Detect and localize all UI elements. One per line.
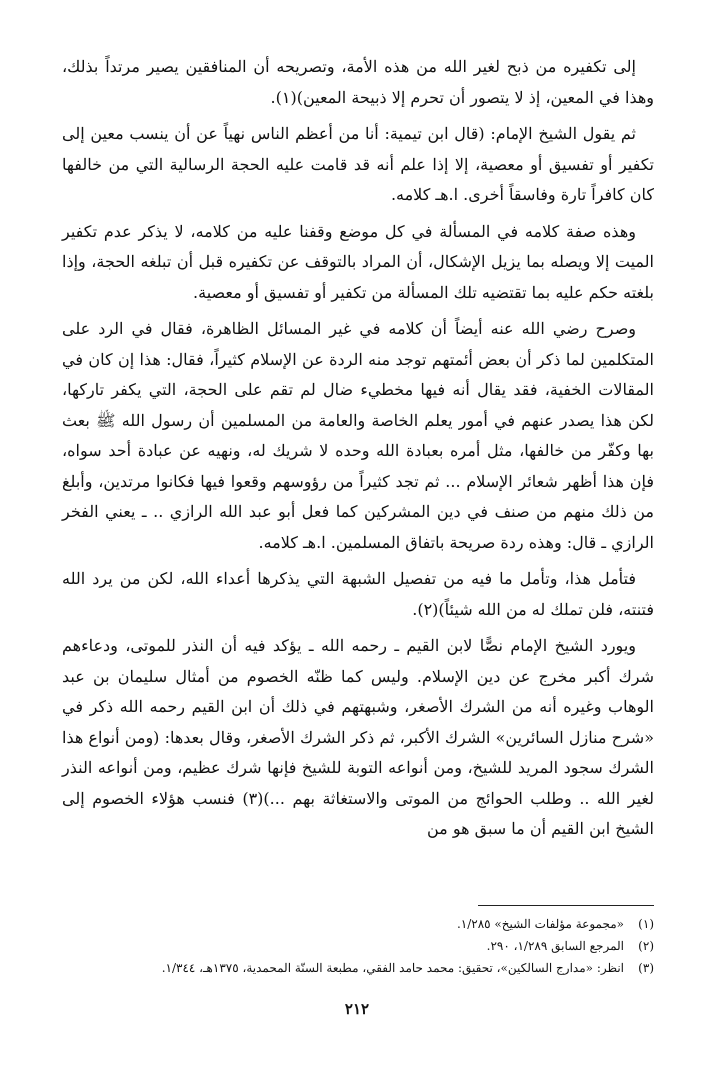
paragraph-6: ويورد الشيخ الإمام نصًّا لابن القيم ـ رحمه الله ـ يؤكد فيه أن النذر للموتى، ودعاءهم شرك أكبر مخرج عن دين الإسلام. وليس كما ظنّه الخصوم من أمثال سليمان بن عبد الوهاب وغيره أنه من الشرك الأصغر، وشبهتهم في ذلك أن ابن القيم رحمه الله ذكر في «شرح منازل السائرين» الشرك الأكبر، ثم ذكر الشرك الأصغر، وقال بعدها: (ومن أنواع هذا الشرك سجود المريد للشيخ، ومن أنواعه التوبة للشيخ فإنها شرك عظيم، ومن أنواعه النذر لغير الله .. وطلب الحوائج من الموتى والاستغاثة بهم ...)(٣) فنسب هؤلاء الخصوم إلى الشيخ ابن القيم أن ما سبق هو من bbox=[62, 636, 655, 838]
paragraph-1: إلى تكفيره من ذبح لغير الله من هذه الأمة، وتصريحه أن المنافقين يصير مرتداً بذلك، وهذا في المعين، إذ لا يتصور أن تحرم إلا ذبيحة المعين)(١). bbox=[62, 57, 654, 107]
main-text bbox=[62, 52, 654, 851]
paragraph-2: ثم يقول الشيخ الإمام: (قال ابن تيمية: أنا من أعظم الناس نهياً عن أن ينسب معين إلى تكفير أو تفسيق أو معصية، إلا إذا علم أنه قد قامت عليه الحجة الرسالية التي من خالفها كان كافراً تارة وفاسقاً أخرى. ا.هـ كلامه. bbox=[62, 124, 654, 204]
footnote-separator bbox=[478, 905, 654, 906]
paragraph-5: فتأمل هذا، وتأمل ما فيه من تفصيل الشبهة التي يذكرها أعداء الله، لكن من يرد الله فتنته، فلن تملك له من الله شيئاً)(٢). bbox=[62, 569, 654, 619]
paragraph-4: وصرح رضي الله عنه أيضاً أن كلامه في غير المسائل الظاهرة، فقال في الرد على المتكلمين لما ذكر أن بعض أئمتهم توجد منه الردة عن الإسلام كثيراً، فقال: هذا إن كان في المقالات الخفية، فقد يقال أنه فيها مخطيء ضال لم تقم على الحجة، التي يكفر تاركها، لكن هذا يصدر عنهم في أمور يعلم الخاصة والعامة من المسلمين أن رسول الله ﷺ بعث بها وكفّر من خالفها، مثل أمره بعبادة الله وحده لا شريك له، ونهيه عن عبادة أحد سواه، فإن هذا أظهر شعائر الإسلام ... ثم تجد كثيراً من رؤوسهم وقعوا فيها فكانوا مرتدين، وأبلغ من ذلك منهم من صنف في دين المشركين كما فعل أبو عبد الله الرازي .. ـ يعني الفخر الرازي ـ قال: وهذه ردة صريحة باتفاق المسلمين. ا.هـ كلامه. bbox=[62, 319, 655, 552]
paragraph-3: وهذه صفة كلامه في المسألة في كل موضع وقفنا عليه من كلامه، لا يذكر عدم تكفير الميت إلا ويصله بما يزيل الإشكال، أن المراد بالتوقف عن تكفيره قبل أن تبلغه الحجة، وإذا بلغته حكم عليه بما تقتضيه تلك المسألة من تكفير أو تفسيق أو معصية. bbox=[62, 221, 654, 302]
footnote-text: انظر: «مدارج السالكين»، تحقيق: محمد حامد الفقي، مطبعة السنّة المحمدية، ١٣٧٥هـ، ١/٣٤٤. bbox=[161, 961, 624, 975]
footnote-text: المرجع السابق ١/٢٨٩، ٢٩٠. bbox=[486, 939, 624, 953]
footnote bbox=[62, 913, 654, 935]
footnote bbox=[62, 935, 654, 957]
footnotes bbox=[62, 913, 654, 979]
footnote-text: «مجموعة مؤلفات الشيخ» ١/٢٨٥. bbox=[456, 917, 624, 931]
footnote bbox=[62, 957, 654, 979]
footnote-number: (٣) bbox=[638, 961, 654, 975]
footnote-number: (٢) bbox=[638, 939, 654, 953]
footnote-number: (١) bbox=[638, 917, 654, 931]
page-number: ٢١٢ bbox=[344, 1000, 370, 1018]
